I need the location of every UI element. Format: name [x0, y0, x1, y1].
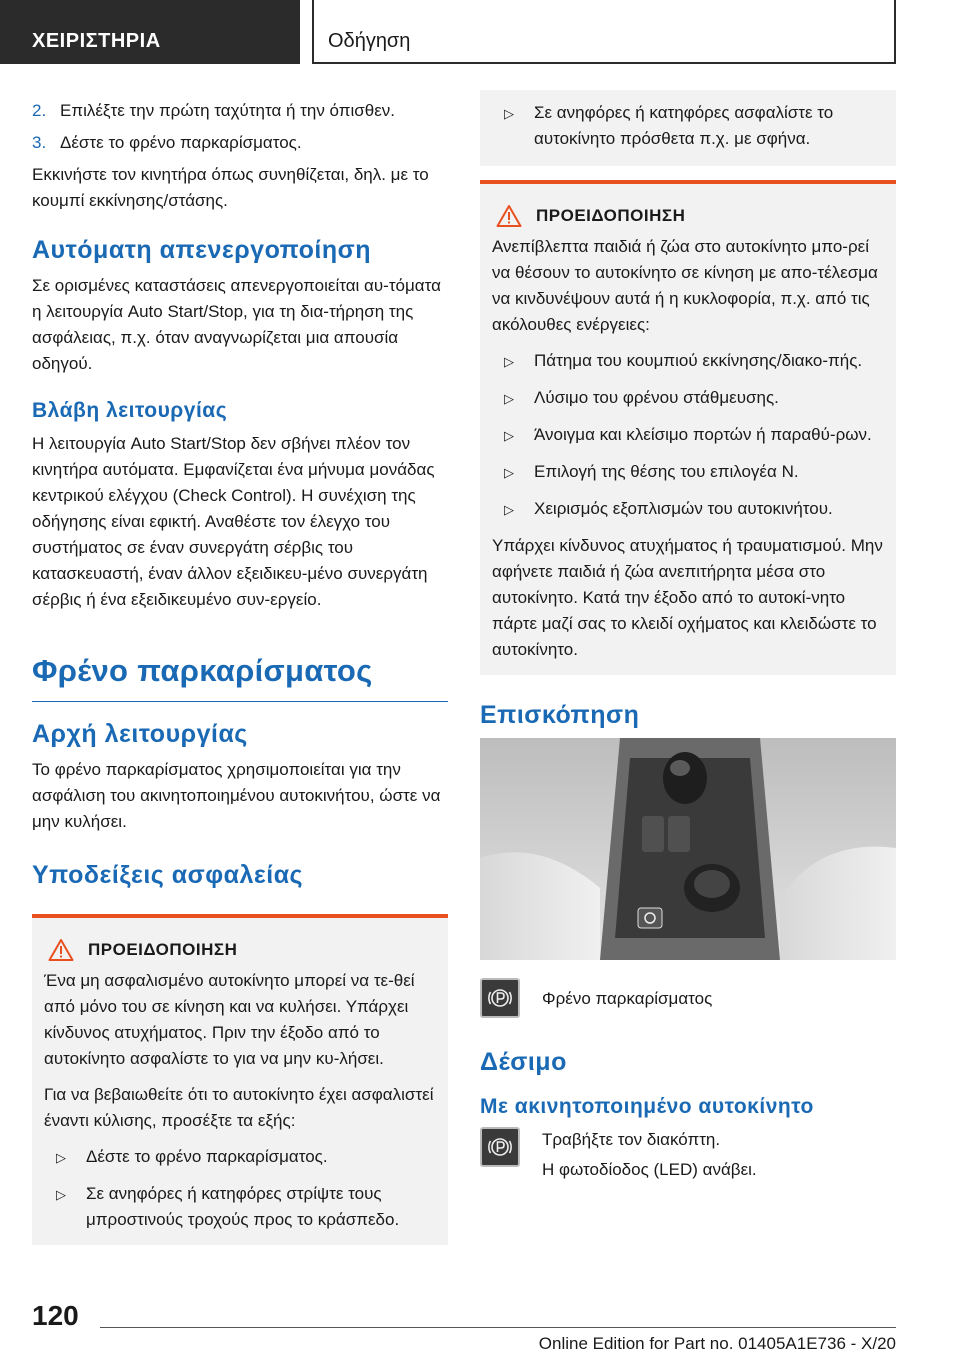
left-column [32, 98, 448, 1245]
triangle-bullet-icon: ▷ [56, 1187, 66, 1202]
auto-off-text: Σε ορισμένες καταστάσεις απενεργοποιείται αυ-τόματα η λειτουργία Auto Start/Stop, για τη δια-τήρηση της ασφάλειας, π.χ. όταν αναγνωρίζεται μια απουσία οδηγού. [32, 276, 441, 373]
list-item-text: Σε ανηφόρες ή κατηφόρες στρίψτε τους μπροστινούς τροχούς προς το κράσπεδο. [86, 1184, 400, 1229]
stationary-heading: Με ακινητοποιημένο αυτοκίνητο [480, 1095, 814, 1118]
triangle-bullet-icon: ▷ [504, 106, 514, 121]
triangle-bullet-icon: ▷ [56, 1150, 66, 1165]
right-column [480, 98, 896, 1193]
step-item [32, 130, 448, 156]
list-item [504, 422, 884, 449]
instruction-text [542, 1127, 757, 1193]
overview-heading: Επισκόπηση [480, 701, 640, 729]
triangle-bullet-icon: ▷ [504, 502, 514, 517]
list-item-text: Άνοιγμα και κλείσιμο πορτών ή παραθύ-ρων. [534, 425, 872, 444]
console-illustration [480, 738, 896, 960]
list-item [504, 496, 884, 523]
photo-caption: Φρένο παρκαρίσματος [542, 989, 713, 1008]
caption-row [480, 978, 896, 1022]
warning-text: Ένα μη ασφαλισμένο αυτοκίνητο μπορεί να τε-θεί από μόνο του σε κίνηση και να κυλήσει. Υπάρχει κίνδυνος ατυχήματος. Πριν την έξοδο από το αυτοκίνητο ασφαλίστε το για να μην κυ-λήσει. [44, 971, 415, 1068]
parking-brake-icon [480, 978, 520, 1018]
principle-heading: Αρχή λειτουργίας [32, 720, 248, 748]
warning-title-text: ΠΡΟΕΙΔΟΠΟΙΗΣΗ [536, 206, 686, 225]
principle-text: Το φρένο παρκαρίσματος χρησιμοποιείται για την ασφάλιση του ακινητοποιημένου αυτοκινήτου, ώστε να μην κυλήσει. [32, 760, 441, 831]
list-item-text: Επιλογή της θέσης του επιλογέα N. [534, 462, 799, 481]
malfunction-heading: Βλάβη λειτουργίας [32, 399, 228, 422]
step-item [32, 98, 448, 124]
parking-brake-photo [480, 738, 896, 960]
section-tab: ΧΕΙΡΙΣΤΗΡΙΑ [0, 0, 300, 64]
warning-text: Ανεπίβλεπτα παιδιά ή ζώα στο αυτοκίνητο μπο-ρεί να θέσουν το αυτοκίνητο σε κίνηση με απο-τέλεσμα να κινδυνέψουν αυτά ή η κυκλοφορία, π.χ. από τις ακόλουθες ενέργειες: [492, 237, 878, 334]
warning-box [480, 180, 896, 675]
edition-text: Online Edition for Part no. 01405A1E736 - X/20 [538, 1334, 896, 1353]
instruction-line: Τραβήξτε τον διακόπτη. [542, 1130, 721, 1149]
triangle-bullet-icon: ▷ [504, 391, 514, 406]
warning-triangle-icon [496, 204, 522, 228]
step-number: 2. [32, 101, 47, 120]
warning-triangle-icon [48, 938, 74, 962]
step-number: 3. [32, 133, 47, 152]
warning-box [32, 914, 448, 1245]
list-item [56, 1181, 436, 1233]
list-item-text: Χειρισμός εξοπλισμών του αυτοκινήτου. [534, 499, 833, 518]
parking-brake-heading: Φρένο παρκαρίσματος [32, 653, 448, 702]
warning-title [44, 938, 436, 962]
list-item [504, 100, 884, 152]
chapter-tab: Οδήγηση [312, 0, 896, 64]
step-text: Δέστε το φρένο παρκαρίσματος. [60, 133, 302, 152]
list-item [56, 1144, 436, 1171]
apply-heading: Δέσιμο [480, 1048, 567, 1076]
list-item-text: Λύσιμο του φρένου στάθμευσης. [534, 388, 779, 407]
warning-text: Για να βεβαιωθείτε ότι το αυτοκίνητο έχει ασφαλιστεί έναντι κύλισης, προσέξτε τα εξής: [44, 1085, 434, 1130]
warning-title [492, 204, 884, 228]
start-text: Εκκινήστε τον κινητήρα όπως συνηθίζεται, δηλ. με το κουμπί εκκίνησης/στάσης. [32, 165, 429, 210]
parking-brake-icon [480, 1127, 520, 1167]
triangle-bullet-icon: ▷ [504, 465, 514, 480]
list-item-text: Πάτημα του κουμπιού εκκίνησης/διακο-πής. [534, 351, 863, 370]
triangle-bullet-icon: ▷ [504, 428, 514, 443]
warning-title-text: ΠΡΟΕΙΔΟΠΟΙΗΣΗ [88, 940, 238, 959]
footer-divider [100, 1327, 896, 1328]
triangle-bullet-icon: ▷ [504, 354, 514, 369]
list-item [504, 459, 884, 486]
page-number: 120 [32, 1300, 79, 1331]
continued-box [480, 90, 896, 166]
step-text: Επιλέξτε την πρώτη ταχύτητα ή την όπισθεν. [60, 101, 396, 120]
list-item [504, 385, 884, 412]
malfunction-text: Η λειτουργία Auto Start/Stop δεν σβήνει πλέον τον κινητήρα αυτόματα. Εμφανίζεται ένα μήνυμα μονάδας κεντρικού ελέγχου (Check Control). Η συνέχιση της οδήγησης είναι εφικτή. Αναθέστε τον έλεγχο του συστήματος σε έναν συνεργάτη σέρβις του κατασκευαστή, έναν άλλον εξειδικευ-μένο συνεργάτη σέρβις ή ένα εξειδικευμένο συν-εργείο. [32, 434, 435, 609]
auto-off-heading: Αυτόματη απενεργοποίηση [32, 236, 371, 264]
list-item [504, 348, 884, 375]
list-item-text: Σε ανηφόρες ή κατηφόρες ασφαλίστε το αυτοκίνητο πρόσθετα π.χ. με σφήνα. [534, 103, 834, 148]
instruction-row [480, 1127, 896, 1193]
list-item-text: Δέστε το φρένο παρκαρίσματος. [86, 1147, 328, 1166]
instruction-line: Η φωτοδίοδος (LED) ανάβει. [542, 1160, 757, 1179]
warning-text: Υπάρχει κίνδυνος ατυχήματος ή τραυματισμού. Μην αφήνετε παιδιά ή ζώα ανεπιτήρητα μέσα στο αυτοκίνητο. Κατά την έξοδο από το αυτοκί-νητο πάρτε μαζί σας το κλειδί οχήματος και κλειδώστε το αυτοκίνητο. [492, 536, 883, 659]
safety-heading: Υποδείξεις ασφαλείας [32, 861, 304, 889]
